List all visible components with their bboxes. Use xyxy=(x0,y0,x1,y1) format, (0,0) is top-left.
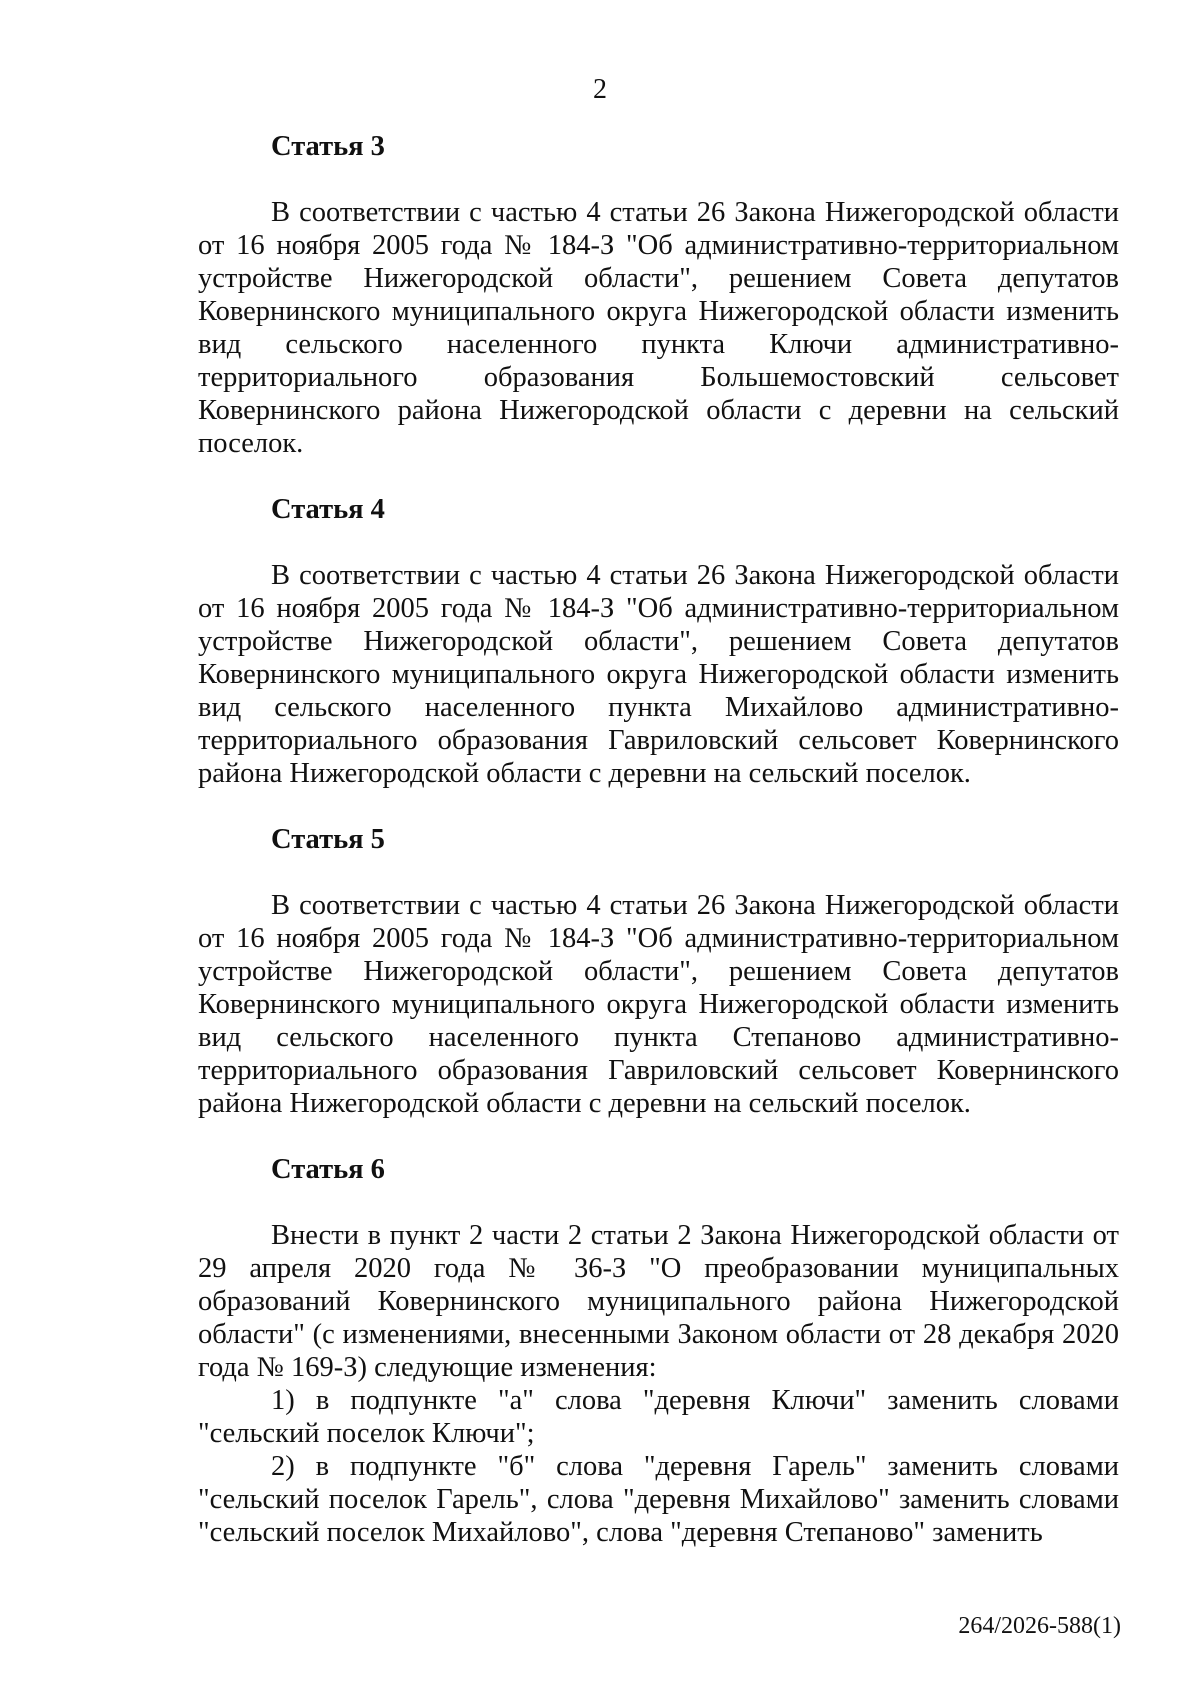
list-item: 2) в подпункте "б" слова "деревня Гарель" заменить словами "сельский поселок Гарель", слова "деревня Михайлово" заменить словами "сельский поселок Михайлово", слова "деревня Степаново" заменить xyxy=(198,1451,1119,1548)
article-4 xyxy=(198,493,1119,823)
article-6 xyxy=(198,1153,1119,1549)
article-paragraph: В соответствии с частью 4 статьи 26 Закона Нижегородской области от 16 ноября 2005 года № 184-З "Об административно-территориальном устройстве Нижегородской области", решением Совета депутатов Ковернинского муниципального округа Нижегородской области изменить вид сельского населенного пункта Ключи административно-территориального образования Большемостовский сельсовет Ковернинского района Нижегородской области с деревни на сельский поселок. xyxy=(198,197,1119,459)
article-paragraph: Внести в пункт 2 части 2 статьи 2 Закона Нижегородской области от 29 апреля 2020 года № 36-З "О преобразовании муниципальных образований Ковернинского муниципального района Нижегородской области" (с изменениями, внесенными Законом области от 28 декабря 2020 года № 169-З) следующие изменения: xyxy=(198,1220,1119,1383)
article-paragraph: В соответствии с частью 4 статьи 26 Закона Нижегородской области от 16 ноября 2005 года № 184-З "Об административно-территориальном устройстве Нижегородской области", решением Совета депутатов Ковернинского муниципального округа Нижегородской области изменить вид сельского населенного пункта Степаново административно-территориального образования Гавриловский сельсовет Ковернинского района Нижегородской области с деревни на сельский поселок. xyxy=(198,890,1119,1119)
article-heading: Статья 4 xyxy=(271,494,385,525)
article-3 xyxy=(198,130,1119,493)
article-heading: Статья 3 xyxy=(271,131,385,162)
article-heading: Статья 5 xyxy=(271,824,385,855)
document-body xyxy=(198,130,1119,1549)
document-code: 264/2026-588(1) xyxy=(958,1613,1121,1639)
article-5 xyxy=(198,823,1119,1153)
article-heading: Статья 6 xyxy=(271,1154,385,1185)
list-item: 1) в подпункте "а" слова "деревня Ключи" заменить словами "сельский поселок Ключи"; xyxy=(198,1385,1119,1449)
article-paragraph: В соответствии с частью 4 статьи 26 Закона Нижегородской области от 16 ноября 2005 года № 184-З "Об административно-территориальном устройстве Нижегородской области", решением Совета депутатов Ковернинского муниципального округа Нижегородской области изменить вид сельского населенного пункта Михайлово административно-территориального образования Гавриловский сельсовет Ковернинского района Нижегородской области с деревни на сельский поселок. xyxy=(198,560,1119,789)
page-number: 2 xyxy=(593,74,607,105)
